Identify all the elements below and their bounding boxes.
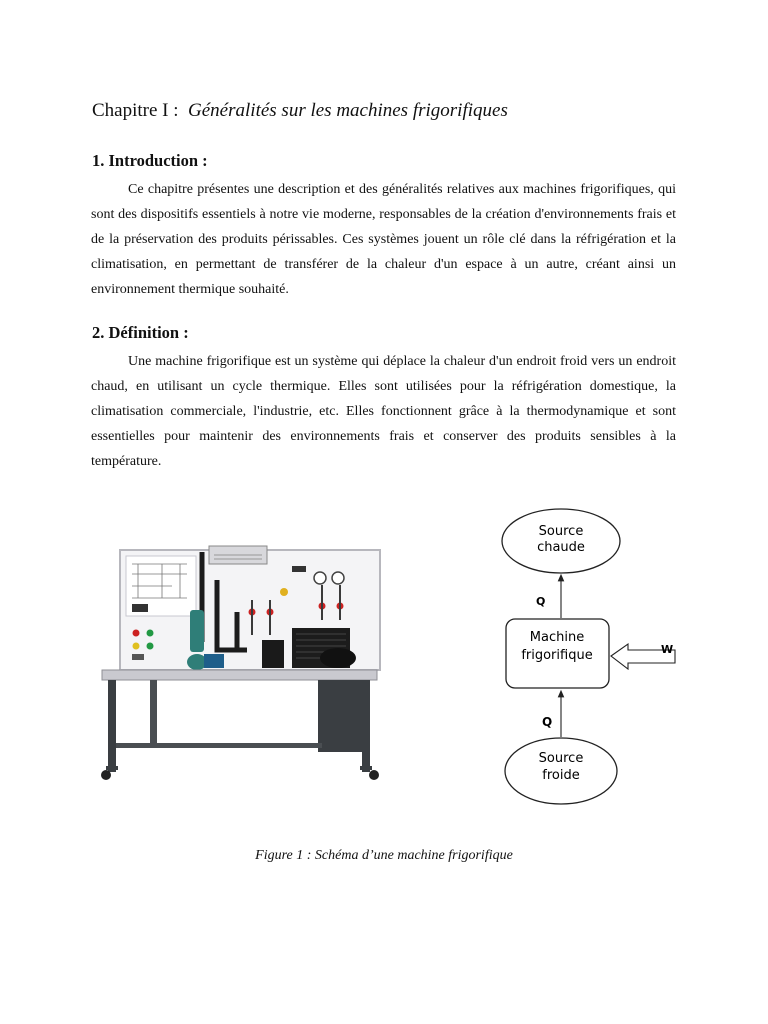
cold-source-label-1: Source bbox=[538, 751, 584, 766]
machine-label-1: Machine bbox=[529, 630, 585, 645]
hot-source-label-1: Source bbox=[538, 524, 584, 539]
chapter-heading bbox=[92, 100, 508, 122]
cold-source-label-2: froide bbox=[542, 768, 580, 783]
refrigeration-bench-photo bbox=[92, 540, 382, 785]
figure-caption: Figure 1 : Schéma d’une machine frigorifique bbox=[255, 848, 513, 863]
q-bottom-label: Q bbox=[542, 715, 553, 729]
definition-paragraph: Une machine frigorifique est un système qui déplace la chaleur d'un endroit froid vers un endroit chaud, en utilisant un cycle thermique. Elles sont utilisées pour la réfrigération domestique, la climatisation commerciale, l'industrie, etc. Elles fonctionnent grâce à la thermodynamique et sont essentielles pour maintenir des environnements frais et conserver des produits sensibles à la température. bbox=[91, 354, 676, 469]
refrigeration-schematic bbox=[495, 505, 710, 810]
machine-label-2: frigorifique bbox=[521, 648, 593, 663]
introduction-paragraph: Ce chapitre présentes une description et des généralités relatives aux machines frigorifiques, qui sont des dispositifs essentiels à notre vie moderne, responsables de la création d'environnements frais et de la préservation des produits périssables. Ces systèmes jouent un rôle clé dans la réfrigération et la climatisation, en permettant de transférer de la chaleur d'un espace à un autre, créant ainsi un environnement thermique souhaité. bbox=[91, 182, 676, 297]
section-heading-definition: 2. Définition : bbox=[92, 323, 189, 342]
q-top-label: Q bbox=[536, 595, 546, 608]
chapter-title: Généralités sur les machines frigorifiques bbox=[188, 100, 508, 121]
hot-source-label-2: chaude bbox=[537, 540, 585, 555]
chapter-label: Chapitre I : bbox=[92, 100, 179, 121]
section-heading-introduction: 1. Introduction : bbox=[92, 151, 208, 170]
work-label: W bbox=[661, 643, 674, 656]
